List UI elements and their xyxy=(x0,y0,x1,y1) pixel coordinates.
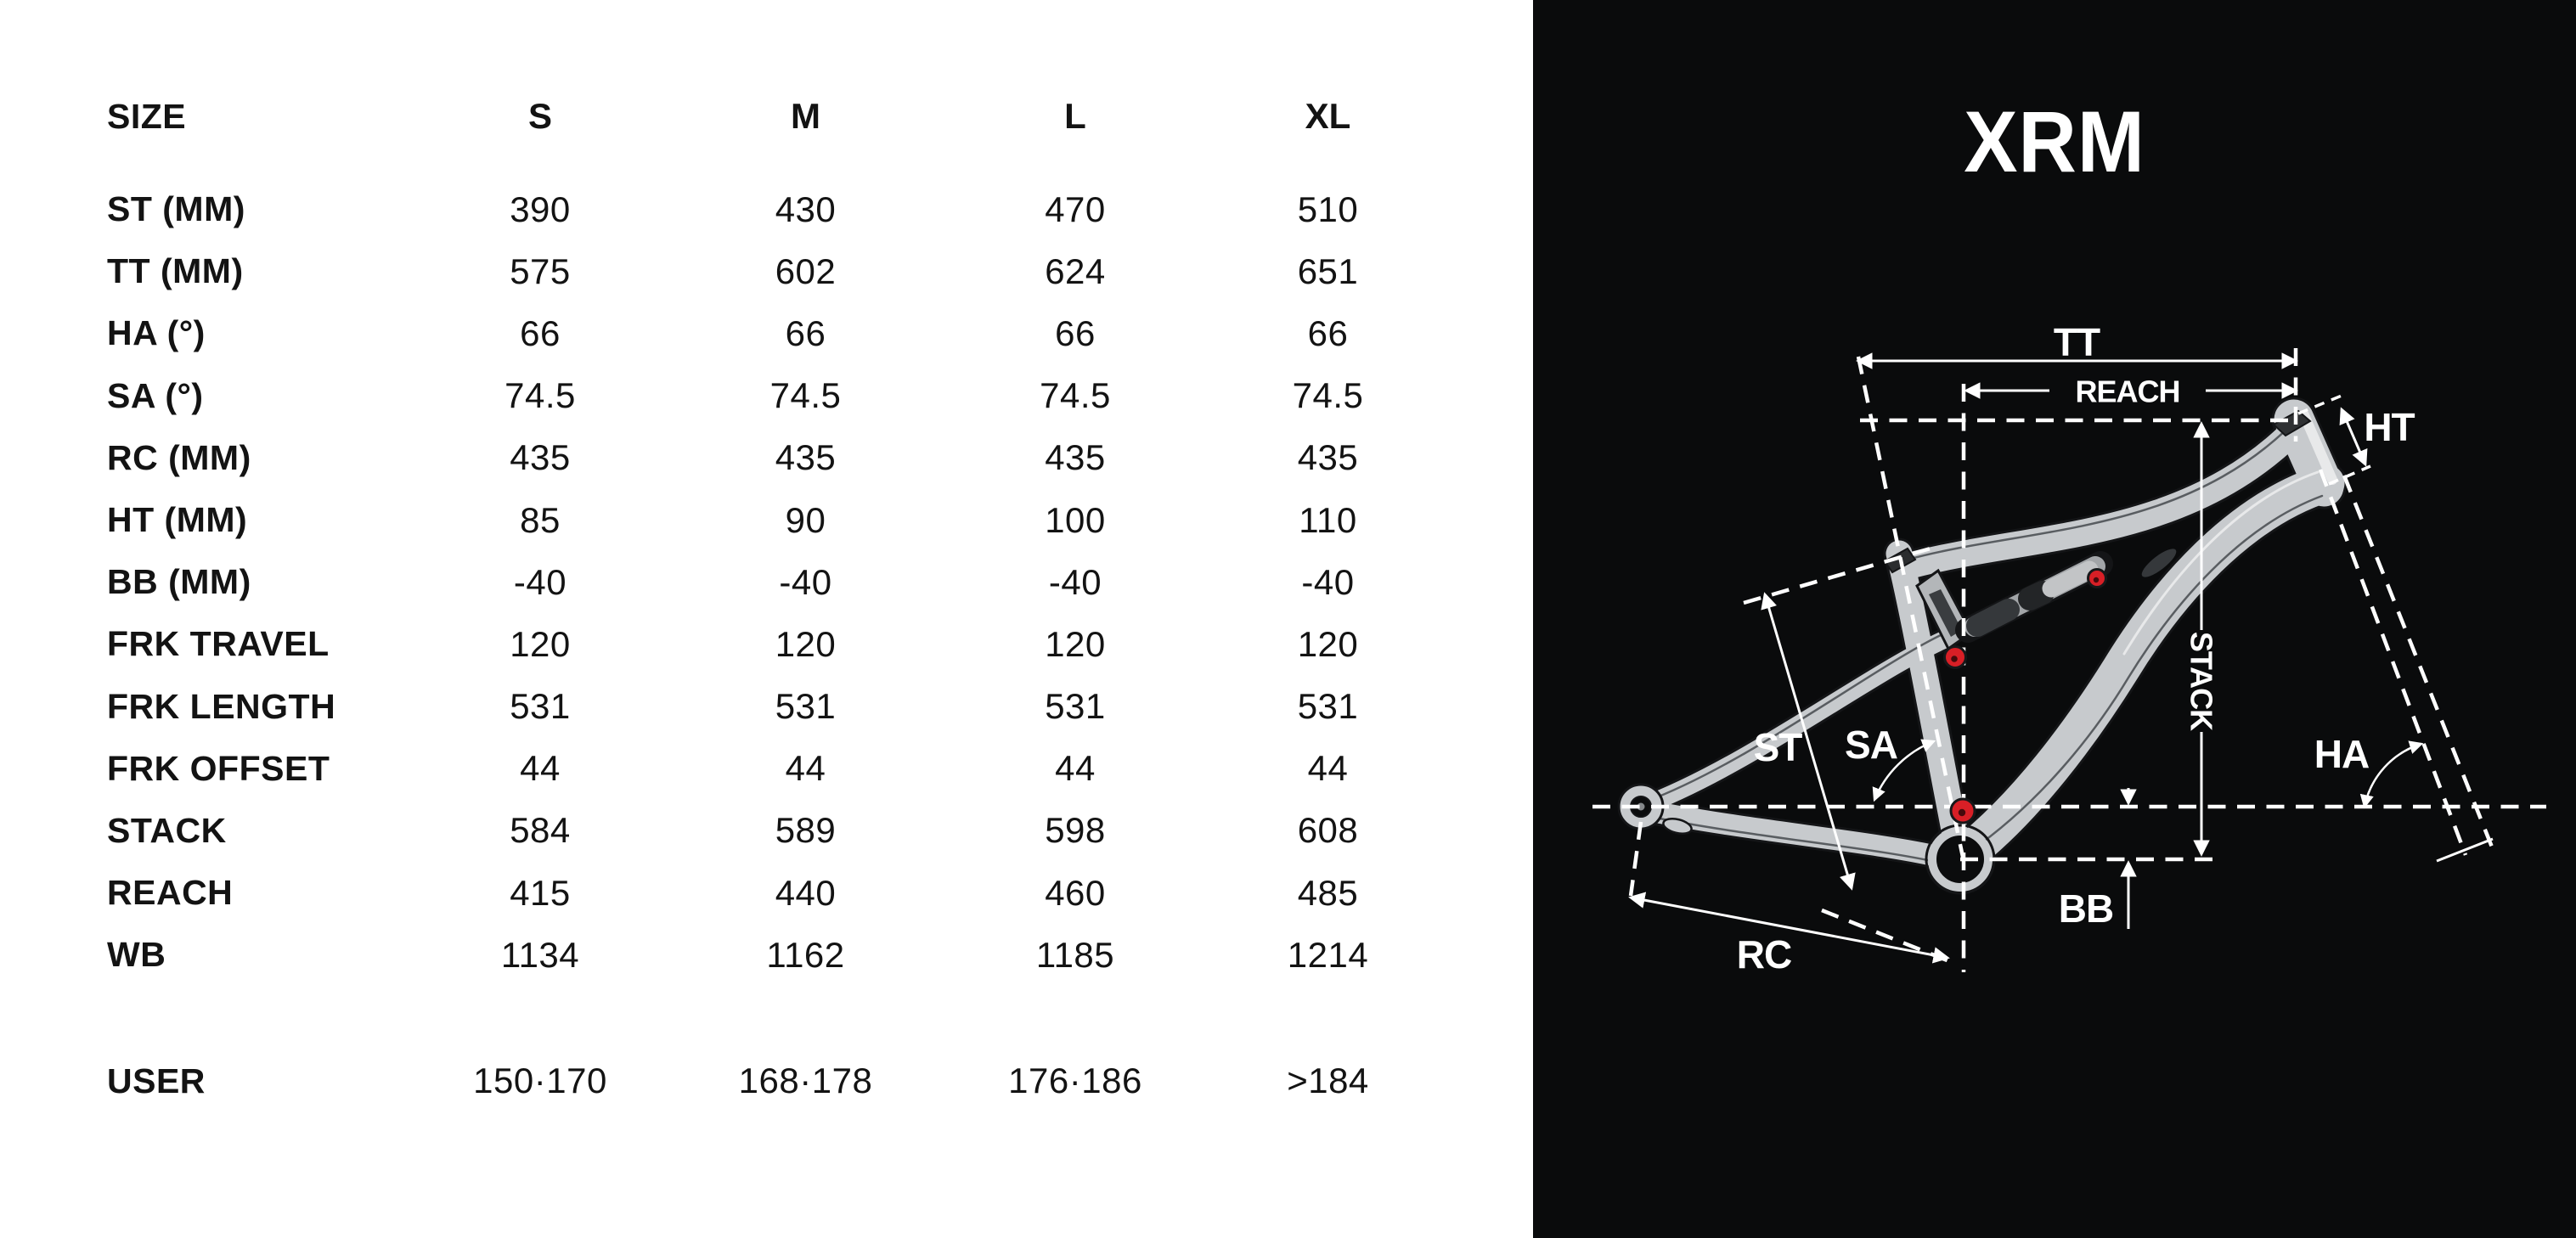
row-value: 168·178 xyxy=(738,1061,873,1101)
chainstay-tube xyxy=(1641,809,1951,859)
row-label: FRK OFFSET xyxy=(107,748,330,788)
table-row xyxy=(107,613,1453,675)
row-value: 120 xyxy=(510,623,571,664)
row-value: 531 xyxy=(1045,686,1106,727)
row-value: -40 xyxy=(779,561,832,602)
row-value: 531 xyxy=(1297,686,1359,727)
row-value: 390 xyxy=(510,189,571,229)
row-value: 430 xyxy=(775,189,837,229)
row-value: 598 xyxy=(1045,810,1106,851)
row-value: 44 xyxy=(1307,748,1349,789)
table-row xyxy=(107,1049,1453,1111)
row-value: 110 xyxy=(1299,499,1357,540)
size-header-label: SIZE xyxy=(107,96,187,136)
row-label: HT (MM) xyxy=(107,500,248,540)
reach-dimension-label: REACH xyxy=(2075,374,2180,409)
row-label: BB (MM) xyxy=(107,562,251,602)
row-value: 602 xyxy=(775,250,837,291)
row-label: ST (MM) xyxy=(107,189,245,229)
row-label: RC (MM) xyxy=(107,437,251,477)
row-value: 651 xyxy=(1297,250,1359,291)
row-value: 85 xyxy=(520,499,561,540)
geometry-diagram xyxy=(1533,0,2576,1238)
row-value: 74.5 xyxy=(1040,375,1111,416)
table-row xyxy=(107,924,1453,986)
row-value: 435 xyxy=(510,437,571,478)
model-title: XRM xyxy=(1964,93,2145,190)
seatstay-tube xyxy=(1641,639,1947,807)
row-value: 1134 xyxy=(500,934,580,975)
stack-dimension-label: STACK xyxy=(2184,631,2219,731)
row-value: -40 xyxy=(1048,561,1102,602)
size-column-header: S xyxy=(527,96,552,136)
table-row xyxy=(107,862,1453,924)
size-column-header: M xyxy=(791,96,820,136)
ht-dimension-line xyxy=(2342,409,2365,464)
row-value: 531 xyxy=(775,686,837,727)
geometry-table xyxy=(107,85,1453,1112)
row-value: 575 xyxy=(510,250,571,291)
row-value: 120 xyxy=(1045,623,1106,664)
sa-dimension-label: SA xyxy=(1845,723,1897,767)
table-row xyxy=(107,676,1453,738)
table-row xyxy=(107,178,1453,240)
row-value: 74.5 xyxy=(769,375,842,416)
tt-dimension-label: TT xyxy=(2053,320,2100,364)
row-value: 485 xyxy=(1297,872,1359,913)
row-value: >184 xyxy=(1287,1061,1369,1101)
row-value: 44 xyxy=(1055,748,1096,789)
row-value: 90 xyxy=(785,499,826,540)
row-value: 66 xyxy=(1307,312,1349,353)
bike-panel xyxy=(1533,0,2576,1238)
row-label: SA (°) xyxy=(107,375,204,415)
row-value: 120 xyxy=(775,623,837,664)
row-value: 150·170 xyxy=(473,1061,607,1101)
row-value: 176·186 xyxy=(1008,1061,1142,1101)
row-value: 74.5 xyxy=(504,375,576,416)
row-value: 470 xyxy=(1045,189,1106,229)
ha-dimension-label: HA xyxy=(2314,732,2370,776)
row-value: 589 xyxy=(775,810,837,851)
st-dimension-label: ST xyxy=(1753,725,1802,769)
row-label: WB xyxy=(107,935,166,975)
row-value: 435 xyxy=(1045,437,1106,478)
size-column-header: L xyxy=(1064,96,1086,136)
table-header-row xyxy=(107,85,1453,148)
row-value: 1162 xyxy=(766,934,845,975)
steer-axis-refline xyxy=(2320,470,2466,855)
row-value: 584 xyxy=(510,810,571,851)
row-value: 608 xyxy=(1297,810,1359,851)
row-label: STACK xyxy=(107,810,227,850)
row-value: 44 xyxy=(785,748,826,789)
row-value: -40 xyxy=(1301,561,1355,602)
row-value: 435 xyxy=(1297,437,1359,478)
row-value: 66 xyxy=(1055,312,1096,353)
row-value: 531 xyxy=(510,686,571,727)
table-row xyxy=(107,365,1453,427)
geometry-table-body xyxy=(107,178,1453,1112)
table-row xyxy=(107,489,1453,551)
bb-dimension-label: BB xyxy=(2058,886,2114,931)
ha-angle-arc xyxy=(2365,744,2421,807)
row-label: FRK TRAVEL xyxy=(107,624,330,664)
row-value: 74.5 xyxy=(1292,375,1364,416)
table-row xyxy=(107,800,1453,862)
row-label: FRK LENGTH xyxy=(107,686,336,726)
row-value: 1214 xyxy=(1287,934,1369,975)
row-value: -40 xyxy=(513,561,567,602)
row-value: 460 xyxy=(1045,872,1106,913)
row-value: 510 xyxy=(1297,189,1359,229)
rc-dimension-label: RC xyxy=(1736,932,1792,976)
fork-axis-refline xyxy=(2344,476,2493,849)
row-value: 1185 xyxy=(1035,934,1115,975)
row-value: 120 xyxy=(1297,623,1359,664)
bike-frame-illustration xyxy=(1619,411,2332,893)
row-value: 44 xyxy=(520,748,561,789)
row-value: 440 xyxy=(775,872,837,913)
row-label: REACH xyxy=(107,873,234,913)
row-value: 435 xyxy=(775,437,837,478)
table-row xyxy=(107,738,1453,800)
row-label: TT (MM) xyxy=(107,251,244,291)
row-value: 100 xyxy=(1045,499,1106,540)
ht-dimension-label: HT xyxy=(2364,405,2415,449)
size-column-header: XL xyxy=(1305,96,1351,136)
row-value: 415 xyxy=(510,872,571,913)
table-row xyxy=(107,427,1453,489)
table-row xyxy=(107,551,1453,613)
row-label: HA (°) xyxy=(107,313,206,353)
row-value: 66 xyxy=(785,312,826,353)
table-row xyxy=(107,240,1453,302)
row-value: 624 xyxy=(1045,250,1106,291)
row-value: 66 xyxy=(520,312,561,353)
row-label: USER xyxy=(107,1061,206,1100)
table-row xyxy=(107,302,1453,364)
